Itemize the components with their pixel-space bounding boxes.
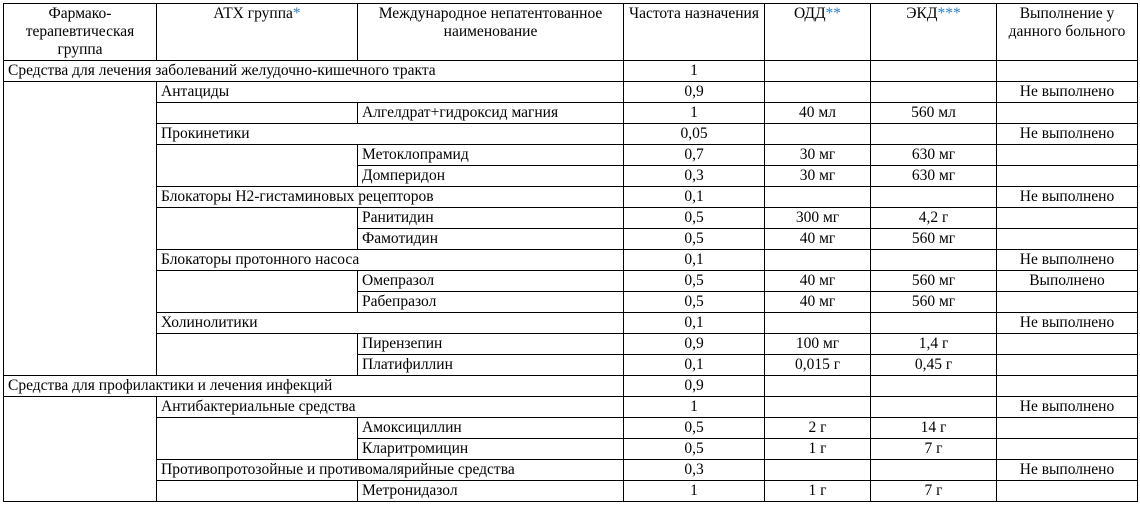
completion-status xyxy=(997,229,1138,250)
drug-ekd: 630 мг xyxy=(871,145,997,166)
drug-frequency: 0,5 xyxy=(624,229,765,250)
empty-cell xyxy=(765,460,871,481)
empty-cell xyxy=(997,376,1138,397)
drug-odd: 100 мг xyxy=(765,334,871,355)
drug-ekd: 630 мг xyxy=(871,166,997,187)
empty-cell xyxy=(997,61,1138,82)
drug-ekd: 7 г xyxy=(871,481,997,502)
completion-status: Не выполнено xyxy=(997,460,1138,481)
section-title: Средства для лечения заболеваний желудочно-кишечного тракта xyxy=(4,61,624,82)
subgroup-row xyxy=(4,460,1138,481)
drug-name: Метоклопрамид xyxy=(358,145,624,166)
drug-ekd: 7 г xyxy=(871,439,997,460)
completion-status xyxy=(997,166,1138,187)
atc-spacer-cell xyxy=(157,208,358,250)
header-atc: АТХ группа* xyxy=(157,4,358,61)
drug-odd: 300 мг xyxy=(765,208,871,229)
footnote-star: ** xyxy=(825,5,842,22)
completion-status xyxy=(997,292,1138,313)
completion-status: Не выполнено xyxy=(997,124,1138,145)
header-frequency: Частота назначения xyxy=(624,4,765,61)
atc-group-name: Блокаторы протонного насоса xyxy=(157,250,624,271)
table-header xyxy=(4,4,1138,61)
section-row xyxy=(4,61,1138,82)
drug-ekd: 560 мг xyxy=(871,292,997,313)
completion-status xyxy=(997,355,1138,376)
header-odd: ОДД** xyxy=(765,4,871,61)
drug-name: Рабепразол xyxy=(358,292,624,313)
drug-odd: 2 г xyxy=(765,418,871,439)
section-title: Средства для профилактики и лечения инфекций xyxy=(4,376,624,397)
atc-spacer-cell xyxy=(157,145,358,187)
drug-odd: 30 мг xyxy=(765,145,871,166)
drug-row xyxy=(4,418,1138,439)
atc-group-name: Холинолитики xyxy=(157,313,624,334)
group-spacer-cell xyxy=(4,397,157,502)
atc-group-frequency: 0,05 xyxy=(624,124,765,145)
header-inn: Международное непатентованное наименование xyxy=(358,4,624,61)
empty-cell xyxy=(765,187,871,208)
drug-frequency: 0,3 xyxy=(624,166,765,187)
drug-name: Домперидон xyxy=(358,166,624,187)
empty-cell xyxy=(765,250,871,271)
empty-cell xyxy=(765,124,871,145)
drug-row xyxy=(4,271,1138,292)
empty-cell xyxy=(871,82,997,103)
empty-cell xyxy=(871,460,997,481)
drug-row xyxy=(4,481,1138,502)
empty-cell xyxy=(765,61,871,82)
atc-group-frequency: 0,1 xyxy=(624,250,765,271)
drug-frequency: 1 xyxy=(624,103,765,124)
drug-ekd: 1,4 г xyxy=(871,334,997,355)
drug-name: Фамотидин xyxy=(358,229,624,250)
drug-frequency: 1 xyxy=(624,481,765,502)
drug-odd: 0,015 г xyxy=(765,355,871,376)
drug-frequency: 0,5 xyxy=(624,208,765,229)
empty-cell xyxy=(765,313,871,334)
section-row xyxy=(4,376,1138,397)
drug-frequency: 0,5 xyxy=(624,271,765,292)
atc-group-name: Антациды xyxy=(157,82,624,103)
drug-name: Пирензепин xyxy=(358,334,624,355)
atc-group-frequency: 0,1 xyxy=(624,313,765,334)
drug-odd: 40 мг xyxy=(765,292,871,313)
drug-name: Метронидазол xyxy=(358,481,624,502)
completion-status xyxy=(997,103,1138,124)
completion-status xyxy=(997,334,1138,355)
empty-cell xyxy=(871,313,997,334)
drug-row xyxy=(4,334,1138,355)
empty-cell xyxy=(765,397,871,418)
atc-spacer-cell xyxy=(157,271,358,313)
empty-cell xyxy=(871,124,997,145)
drug-odd: 1 г xyxy=(765,481,871,502)
atc-group-name: Противопротозойные и противомалярийные средства xyxy=(157,460,624,481)
drug-frequency: 0,5 xyxy=(624,292,765,313)
empty-cell xyxy=(765,82,871,103)
completion-status: Не выполнено xyxy=(997,187,1138,208)
atc-spacer-cell xyxy=(157,334,358,376)
empty-cell xyxy=(871,187,997,208)
completion-status xyxy=(997,418,1138,439)
empty-cell xyxy=(871,61,997,82)
drug-odd: 30 мг xyxy=(765,166,871,187)
atc-spacer-cell xyxy=(157,418,358,460)
completion-status: Не выполнено xyxy=(997,82,1138,103)
subgroup-row xyxy=(4,187,1138,208)
drug-name: Омепразол xyxy=(358,271,624,292)
footnote-star: * xyxy=(292,5,301,22)
completion-status: Не выполнено xyxy=(997,313,1138,334)
empty-cell xyxy=(765,376,871,397)
drug-name: Платифиллин xyxy=(358,355,624,376)
table-body xyxy=(4,61,1138,502)
drug-row xyxy=(4,145,1138,166)
drug-frequency: 0,5 xyxy=(624,439,765,460)
header-ekd: ЭКД*** xyxy=(871,4,997,61)
drug-name: Алгелдрат+гидроксид магния xyxy=(358,103,624,124)
empty-cell xyxy=(871,397,997,418)
drug-frequency: 0,5 xyxy=(624,418,765,439)
section-frequency: 0,9 xyxy=(624,376,765,397)
drug-ekd: 560 мг xyxy=(871,271,997,292)
empty-cell xyxy=(871,376,997,397)
drug-ekd: 4,2 г xyxy=(871,208,997,229)
atc-group-name: Блокаторы Н2-гистаминовых рецепторов xyxy=(157,187,624,208)
drug-ekd: 14 г xyxy=(871,418,997,439)
completion-status: Выполнено xyxy=(997,271,1138,292)
drug-ekd: 560 мл xyxy=(871,103,997,124)
drug-row xyxy=(4,208,1138,229)
header-completion: Выполнение у данного больного xyxy=(997,4,1138,61)
subgroup-row xyxy=(4,313,1138,334)
atc-spacer-cell xyxy=(157,481,358,502)
completion-status xyxy=(997,481,1138,502)
formulary-table xyxy=(3,3,1138,502)
atc-group-name: Антибактериальные средства xyxy=(157,397,624,418)
atc-group-frequency: 0,9 xyxy=(624,82,765,103)
completion-status xyxy=(997,208,1138,229)
section-frequency: 1 xyxy=(624,61,765,82)
drug-row xyxy=(4,103,1138,124)
drug-odd: 40 мг xyxy=(765,271,871,292)
drug-frequency: 0,1 xyxy=(624,355,765,376)
drug-ekd: 0,45 г xyxy=(871,355,997,376)
drug-odd: 40 мг xyxy=(765,229,871,250)
footnote-star: *** xyxy=(937,5,961,22)
subgroup-row xyxy=(4,250,1138,271)
subgroup-row xyxy=(4,397,1138,418)
drug-odd: 1 г xyxy=(765,439,871,460)
header-group: Фармако-терапевтическая группа xyxy=(4,4,157,61)
completion-status xyxy=(997,145,1138,166)
empty-cell xyxy=(871,250,997,271)
drug-odd: 40 мл xyxy=(765,103,871,124)
drug-ekd: 560 мг xyxy=(871,229,997,250)
drug-name: Ранитидин xyxy=(358,208,624,229)
drug-name: Амоксициллин xyxy=(358,418,624,439)
atc-group-frequency: 0,1 xyxy=(624,187,765,208)
drug-name: Кларитромицин xyxy=(358,439,624,460)
drug-frequency: 0,7 xyxy=(624,145,765,166)
atc-group-name: Прокинетики xyxy=(157,124,624,145)
atc-group-frequency: 0,3 xyxy=(624,460,765,481)
atc-spacer-cell xyxy=(157,103,358,124)
subgroup-row xyxy=(4,124,1138,145)
completion-status: Не выполнено xyxy=(997,250,1138,271)
atc-group-frequency: 1 xyxy=(624,397,765,418)
subgroup-row xyxy=(4,82,1138,103)
completion-status xyxy=(997,439,1138,460)
completion-status: Не выполнено xyxy=(997,397,1138,418)
group-spacer-cell xyxy=(4,82,157,376)
drug-frequency: 0,9 xyxy=(624,334,765,355)
